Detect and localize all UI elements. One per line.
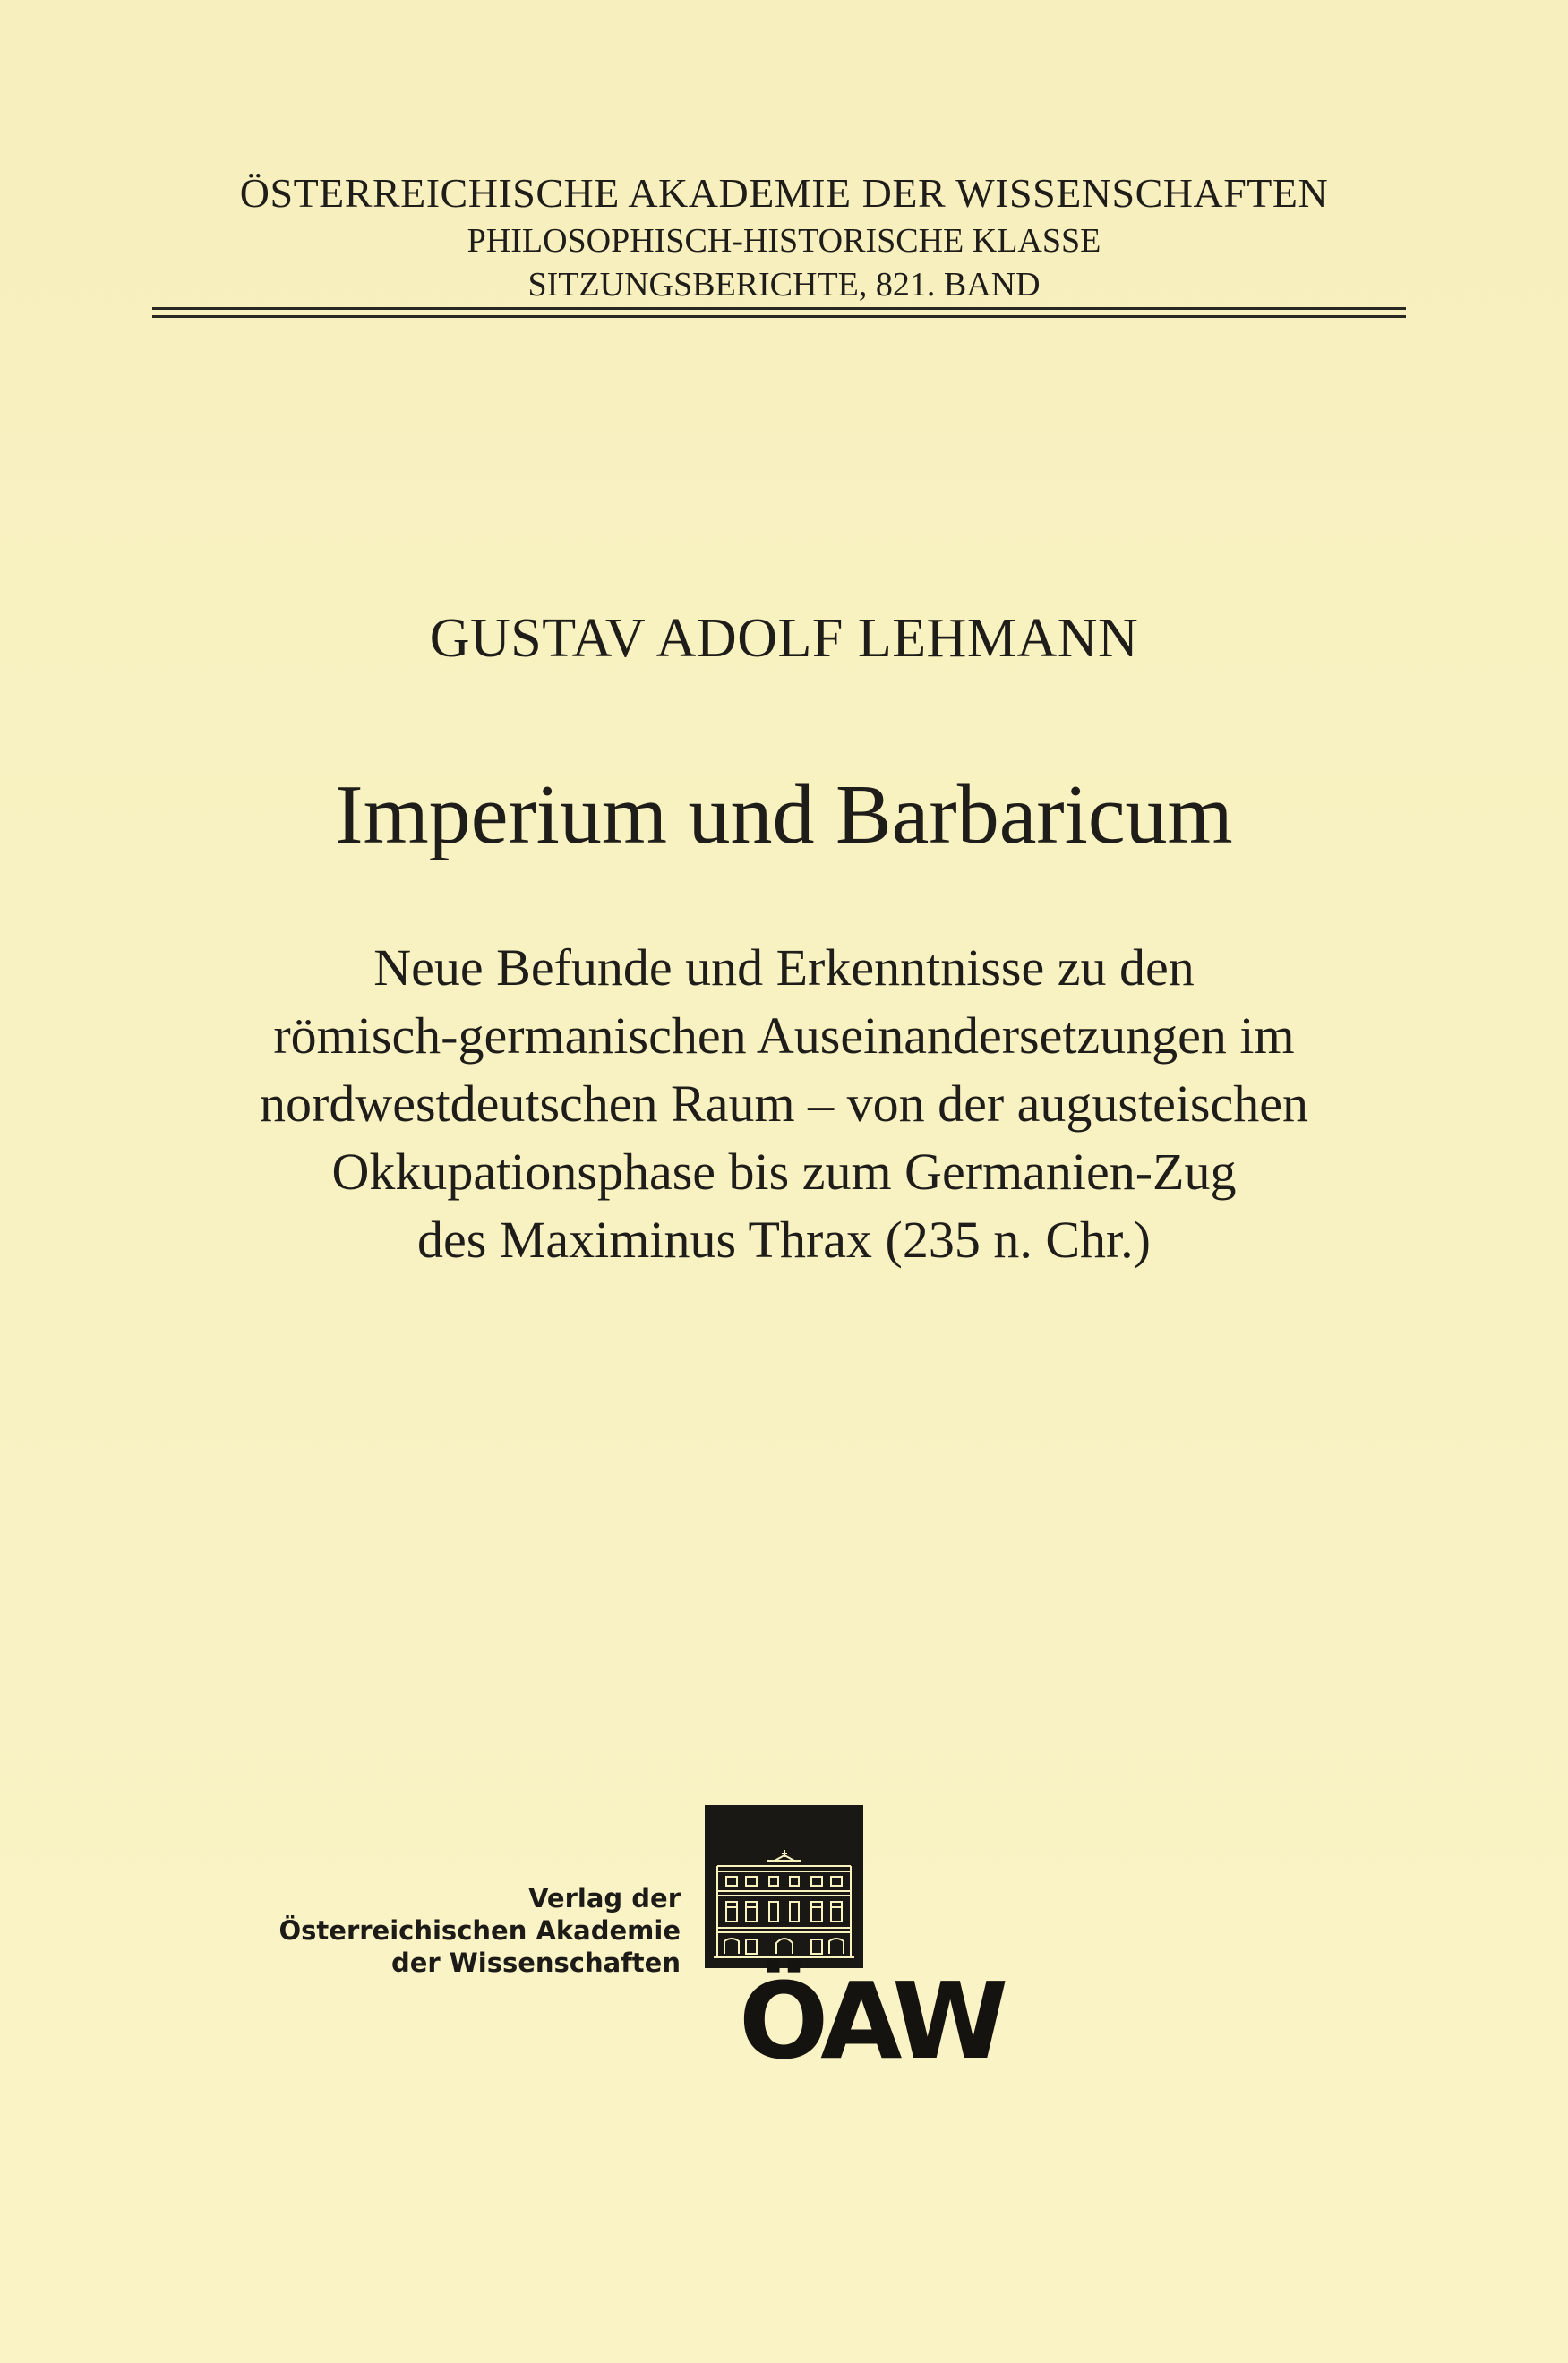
series-volume: SITZUNGSBERICHTE, 821. BAND bbox=[527, 266, 1041, 304]
publisher-line: Verlag der bbox=[528, 1883, 681, 1914]
subtitle-line: Neue Befunde und Erkenntnisse zu den bbox=[373, 938, 1195, 997]
subtitle-line: nordwestdeutschen Raum – von der augusteischen bbox=[260, 1074, 1308, 1133]
double-rule-divider bbox=[152, 307, 1406, 318]
publisher-line: der Wissenschaften bbox=[390, 1948, 681, 1978]
academy-name: ÖSTERREICHISCHE AKADEMIE DER WISSENSCHAFTEN bbox=[239, 170, 1329, 216]
subtitle-line: des Maximinus Thrax (235 n. Chr.) bbox=[417, 1211, 1151, 1269]
academy-building-logo-icon bbox=[705, 1805, 863, 1968]
subtitle-line: römisch-germanischen Auseinandersetzungen im bbox=[273, 1006, 1295, 1065]
book-subtitle bbox=[0, 934, 1568, 1274]
publisher-name bbox=[233, 1882, 681, 1979]
subtitle-line: Okkupationsphase bis zum Germanien-Zug bbox=[331, 1143, 1237, 1201]
oaw-logo-letters: ÖAW bbox=[739, 1959, 1004, 2083]
book-title: Imperium und Barbaricum bbox=[335, 768, 1233, 861]
series-header bbox=[0, 168, 1568, 306]
publisher-line: Österreichischen Akademie bbox=[278, 1915, 681, 1946]
building-icon bbox=[705, 1805, 863, 1968]
series-class: PHILOSOPHISCH-HISTORISCHE KLASSE bbox=[467, 222, 1101, 260]
author-name: GUSTAV ADOLF LEHMANN bbox=[429, 608, 1139, 669]
